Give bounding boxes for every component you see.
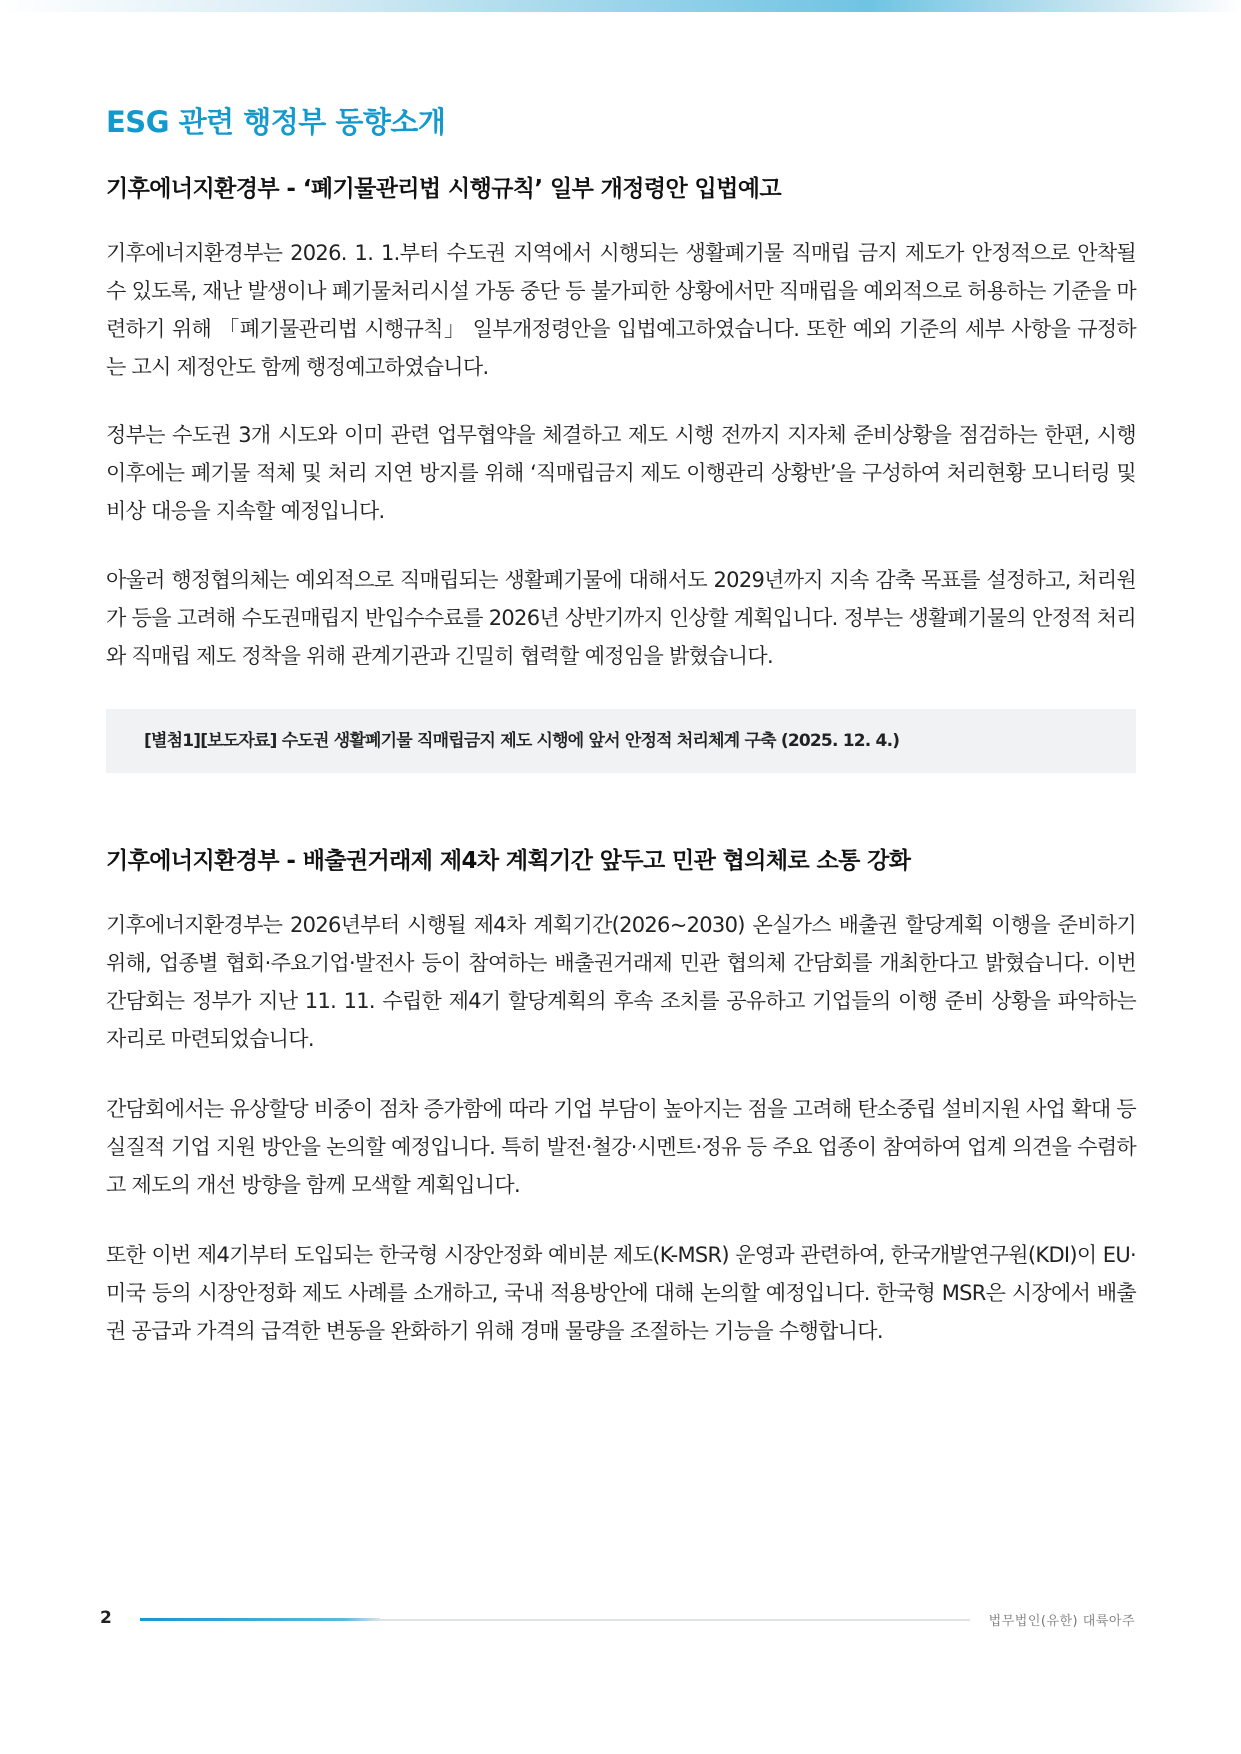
article-2-paragraph-1	[106, 906, 1136, 1058]
article-2-paragraph-3	[106, 1236, 1136, 1350]
paragraph: 기후에너지환경부는 2026년부터 시행될 제4차 계획기간(2026~2030) 온실가스 배출권 할당계획 이행을 준비하기 위해, 업종별 협회·주요기업·발전사 등이 참여하는 배출권거래제 민관 협의체 간담회를 개최한다고 밝혔습니다. 이번 간담회는 정부가 지난 11. 11. 수립한 제4기 할당계획의 후속 조치를 공유하고 기업들의 이행 준비 상황을 파악하는 자리로 마련되었습니다.	[106, 913, 1136, 1051]
article-title: 기후에너지환경부 - 배출권거래제 제4차 계획기간 앞두고 민관 협의체로 소통 강화	[106, 848, 911, 874]
paragraph: 정부는 수도권 3개 시도와 이미 관련 업무협약을 체결하고 제도 시행 전까지 지자체 준비상황을 점검하는 한편, 시행 이후에는 폐기물 적체 및 처리 지연 방지를 위해 ‘직매립금지 제도 이행관리 상황반’을 구성하여 처리현황 모니터링 및 비상 대응을 지속할 예정입니다.	[106, 423, 1136, 523]
paragraph: 아울러 행정협의체는 예외적으로 직매립되는 생활폐기물에 대해서도 2029년까지 지속 감축 목표를 설정하고, 처리원가 등을 고려해 수도권매립지 반입수수료를 2026년 상반기까지 인상할 계획입니다. 정부는 생활폐기물의 안정적 처리와 직매립 제도 정착을 위해 관계기관과 긴밀히 협력할 예정임을 밝혔습니다.	[106, 568, 1136, 668]
section-title: ESG 관련 행정부 동향소개	[106, 105, 446, 139]
article-1-paragraph-3	[106, 561, 1136, 675]
page-footer	[0, 1608, 1241, 1632]
footer-divider-accent	[140, 1618, 380, 1621]
firm-name: 법무법인(유한) 대륙아주	[988, 1614, 1135, 1629]
attachment-link[interactable]: [별첨1][보도자료] 수도권 생활폐기물 직매립금지 제도 시행에 앞서 안정적 처리체계 구축 (2025. 12. 4.)	[106, 709, 1136, 773]
page-number: 2	[100, 1608, 112, 1628]
article-1-paragraph-2	[106, 416, 1136, 530]
paragraph: 또한 이번 제4기부터 도입되는 한국형 시장안정화 예비분 제도(K-MSR) 운영과 관련하여, 한국개발연구원(KDI)이 EU·미국 등의 시장안정화 제도 사례를 소개하고, 국내 적용방안에 대해 논의할 예정입니다. 한국형 MSR은 시장에서 배출권 공급과 가격의 급격한 변동을 완화하기 위해 경매 물량을 조절하는 기능을 수행합니다.	[106, 1243, 1136, 1343]
top-gradient-band	[0, 0, 1241, 12]
paragraph: 기후에너지환경부는 2026. 1. 1.부터 수도권 지역에서 시행되는 생활폐기물 직매립 금지 제도가 안정적으로 안착될 수 있도록, 재난 발생이나 폐기물처리시설 가동 중단 등 불가피한 상황에서만 직매립을 예외적으로 허용하는 기준을 마련하기 위해 「폐기물관리법 시행규칙」 일부개정령안을 입법예고하였습니다. 또한 예외 기준의 세부 사항을 규정하는 고시 제정안도 함께 행정예고하였습니다.	[106, 241, 1136, 379]
article-waste-management	[106, 170, 1136, 203]
paragraph: 간담회에서는 유상할당 비중이 점차 증가함에 따라 기업 부담이 높아지는 점을 고려해 탄소중립 설비지원 사업 확대 등 실질적 기업 지원 방안을 논의할 예정입니다. 특히 발전·철강·시멘트·정유 등 주요 업종이 참여하여 업계 의견을 수렴하고 제도의 개선 방향을 함께 모색할 계획입니다.	[106, 1097, 1136, 1197]
article-1-paragraph-1	[106, 234, 1136, 386]
article-title: 기후에너지환경부 - ‘폐기물관리법 시행규칙’ 일부 개정령안 입법예고	[106, 176, 781, 202]
article-2-paragraph-2	[106, 1090, 1136, 1204]
article-emissions-trading	[106, 842, 1136, 875]
